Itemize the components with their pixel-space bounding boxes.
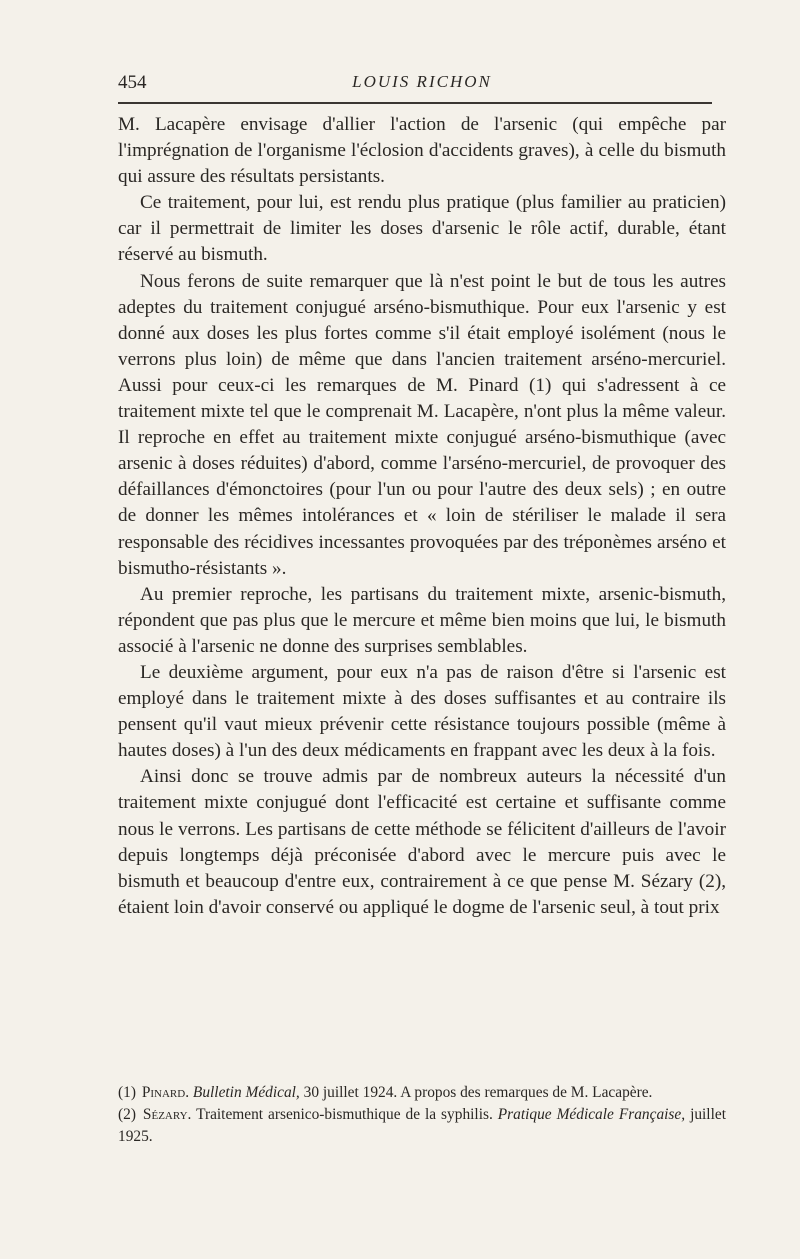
paragraph: Au premier reproche, les partisans du traitement mixte, arsenic-bismuth, répondent que pas plus que le mercure et même bien moins que lui, le bismuth associé à l'arsenic ne donne des surprises semblables. [118,583,726,657]
footnotes [118,1082,726,1148]
page-header [118,66,726,102]
page-number: 454 [118,72,147,93]
paragraph: Nous ferons de suite remarquer que là n'est point le but de tous les autres adeptes du traitement conjugué arséno-bismuthique. Pour eux l'arsenic y est donné aux doses les plus fortes comme s'il était employé isolément (nous le verrons plus loin) de même que dans l'ancien traitement arséno-mercuriel. Aussi pour ceux-ci les remarques de M. Pinard (1) qui s'adressent à ce traitement mixte tel que le comprenait M. Lacapère, n'ont plus la même valeur. Il reproche en effet au traitement mixte conjugué arséno-bismuthique (avec arsenic à doses réduites) d'abord, comme l'arséno-mercuriel, de provoquer des défaillances d'émonctoires (pour l'un ou pour l'autre des deux sels) ; en outre de donner les mêmes intolérances et « loin de stériliser le malade il sera responsable des récidives incessantes provoquées par des tréponèmes arséno et bismutho-résistants ». [118,270,726,579]
footnote-title: Bulletin Médical, [192,1084,300,1101]
body-text [118,112,726,921]
running-title: LOUIS RICHON [352,72,492,91]
paragraph: Le deuxième argument, pour eux n'a pas de raison d'être si l'arsenic est employé dans le traitement mixte à des doses suffisantes et au contraire ils pensent qu'il vaut mieux prévenir cette résistance toujours possible (même à hautes doses) à l'un des deux médicaments en frappant avec les deux à la fois. [118,661,726,762]
footnote-number: (2) [118,1106,136,1123]
footnote-rest: 30 juillet 1924. A propos des remarques de M. Lacapère. [303,1084,653,1101]
footnote-title: Pratique Médicale Française, [497,1106,686,1123]
footnote-number: (1) [118,1084,136,1101]
paragraph: Ainsi donc se trouve admis par de nombreux auteurs la nécessité d'un traitement mixte conjugué dont l'efficacité est certaine et suffisante comme nous le verrons. Les partisans de cette méthode se félicitent d'ailleurs de l'avoir depuis longtemps déjà préconisée d'abord avec le mercure puis avec le bismuth et beaucoup d'entre eux, contrairement à ce que pense M. Sézary (2), étaient loin d'avoir conservé ou appliqué le dogme de l'arsenic seul, à tout prix [118,766,726,918]
paragraph: M. Lacapère envisage d'allier l'action de l'arsenic (qui empêche par l'imprégnation de l'organisme l'éclosion d'accidents graves), à celle du bismuth qui assure des résultats persistants. [118,114,726,188]
footnote-author: Sézary. [142,1106,192,1123]
footnote-author: Pinard. [141,1084,190,1101]
header-rule [118,102,712,104]
footnote-rest: juillet 1925. [118,1106,726,1145]
paragraph: Ce traitement, pour lui, est rendu plus pratique (plus familier au praticien) car il permettrait de limiter les doses d'arsenic le rôle actif, durable, étant réservé au bismuth. [118,192,726,266]
footnote-2 [118,1104,726,1148]
footnote-1 [118,1082,726,1104]
footnote-text: Traitement arsenico-bismuthique de la syphilis. [196,1106,493,1123]
